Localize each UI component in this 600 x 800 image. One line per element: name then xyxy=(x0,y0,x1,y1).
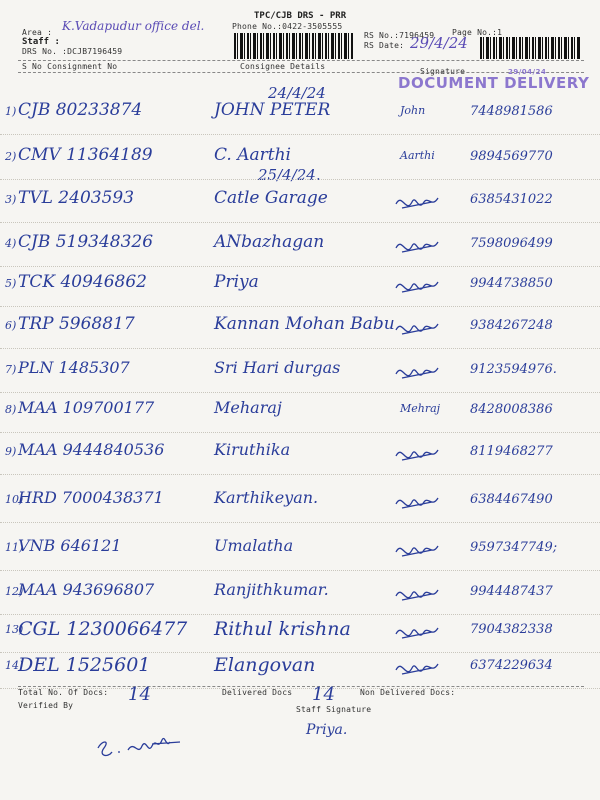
verified-by-label: Verified By xyxy=(18,701,74,710)
consignment-number: CJB 519348326 xyxy=(18,232,154,252)
column-signature: Signature xyxy=(420,67,466,76)
consignee-phone: 7904382338 xyxy=(470,622,553,637)
row-separator xyxy=(0,570,600,571)
date-note-2: 25/4/24. xyxy=(258,166,321,184)
page-number: Page No.:1 xyxy=(452,28,503,37)
stamp-date: 29/04/24 xyxy=(508,68,547,76)
consignee-signature: John xyxy=(400,104,426,117)
consignee-signature: Aarthi xyxy=(400,149,435,162)
consignment-number: TRP 5968817 xyxy=(18,314,135,334)
consignment-number: TVL 2403593 xyxy=(18,188,135,208)
consignee-name: Catle Garage xyxy=(214,188,328,208)
consignee-name: Umalatha xyxy=(214,536,294,555)
handwritten-signature xyxy=(392,580,452,606)
row-separator xyxy=(0,266,600,267)
consignment-number: MAA 9444840536 xyxy=(18,440,165,459)
document-delivery-stamp: DOCUMENT DELIVERY xyxy=(398,74,590,92)
consignee-name: Meharaj xyxy=(214,398,282,417)
consignee-phone: 6374229634 xyxy=(470,658,553,673)
document-title: TPC/CJB DRS - PRR xyxy=(254,11,347,21)
handwritten-signature xyxy=(392,358,452,384)
row-separator xyxy=(0,614,600,615)
consignee-name: Karthikeyan. xyxy=(214,488,319,507)
row-number: 4) xyxy=(5,237,17,250)
verifier-signature xyxy=(92,726,202,762)
barcode-right xyxy=(480,37,580,59)
handwritten-signature xyxy=(392,618,452,644)
consignee-phone: 8119468277 xyxy=(470,444,553,459)
row-number: 13) xyxy=(5,623,24,636)
area-label: Area : xyxy=(22,28,53,37)
row-number: 3) xyxy=(5,193,17,206)
consignment-number: CMV 11364189 xyxy=(18,145,153,165)
consignee-phone: 9944487437 xyxy=(470,584,553,599)
consignee-phone: 7598096499 xyxy=(470,236,553,251)
non-delivered-docs-label: Non Delivered Docs: xyxy=(360,688,456,697)
row-number: 1) xyxy=(5,105,17,118)
consignee-phone: 9384267248 xyxy=(470,318,553,333)
row-separator xyxy=(0,522,600,523)
consignee-phone: 9123594976. xyxy=(470,362,557,377)
staff-signature-label: Staff Signature xyxy=(296,705,372,714)
row-number: 8) xyxy=(5,403,17,416)
column-divider xyxy=(18,72,584,73)
row-separator xyxy=(0,652,600,653)
row-number: 11) xyxy=(5,541,24,554)
consignee-name: Kannan Mohan Babu xyxy=(214,314,395,334)
area-value: K.Vadapudur office del. xyxy=(62,19,205,33)
row-separator xyxy=(0,348,600,349)
consignee-name: Sri Hari durgas xyxy=(214,358,341,377)
row-number: 10) xyxy=(5,493,24,506)
phone-number: Phone No.:0422-3505555 xyxy=(232,22,343,31)
rs-number: RS No.:7196459 xyxy=(364,31,435,40)
consignee-name: Priya xyxy=(214,272,259,292)
footer-divider xyxy=(18,686,584,687)
consignee-name: ANbazhagan xyxy=(214,232,325,252)
row-separator xyxy=(0,474,600,475)
consignee-phone: 6385431022 xyxy=(470,192,553,207)
row-number: 7) xyxy=(5,363,17,376)
consignee-phone: 8428008386 xyxy=(470,402,553,417)
consignee-phone: 9597347749; xyxy=(470,540,558,555)
consignment-number: CGL 1230066477 xyxy=(18,618,188,640)
rs-date-label: RS Date: xyxy=(364,41,405,50)
column-sno-consignment: S No Consignment No xyxy=(22,62,118,71)
row-number: 14) xyxy=(5,659,24,672)
row-number: 6) xyxy=(5,319,17,332)
rs-date-value: 29/4/24 xyxy=(410,34,468,52)
consignee-phone: 7448981586 xyxy=(470,104,553,119)
consignee-phone: 9944738850 xyxy=(470,276,553,291)
consignee-signature: Mehraj xyxy=(400,402,441,415)
handwritten-signature xyxy=(392,272,452,298)
total-docs-label: Total No. Of Docs: xyxy=(18,688,109,697)
row-separator xyxy=(0,306,600,307)
consignment-number: VNB 646121 xyxy=(18,536,122,555)
row-number: 12) xyxy=(5,585,24,598)
consignment-number: CJB 80233874 xyxy=(18,100,143,120)
staff-label: Staff : xyxy=(22,37,60,47)
consignee-name: Ranjithkumar. xyxy=(214,580,329,599)
handwritten-signature xyxy=(392,654,452,680)
consignee-phone: 6384467490 xyxy=(470,492,553,507)
consignment-number: DEL 1525601 xyxy=(18,654,151,676)
consignment-number: PLN 1485307 xyxy=(18,358,130,377)
header-divider xyxy=(18,60,584,61)
delivered-docs-label: Delivered Docs xyxy=(222,688,293,697)
row-separator xyxy=(0,392,600,393)
barcode xyxy=(234,33,354,59)
consignee-name: C. Aarthi xyxy=(214,145,291,165)
column-consignee: Consignee Details xyxy=(240,62,326,71)
delivered-docs-value: 14 xyxy=(312,684,335,705)
consignee-name: Rithul krishna xyxy=(214,618,351,640)
handwritten-signature xyxy=(392,188,452,214)
row-number: 5) xyxy=(5,277,17,290)
row-number: 2) xyxy=(5,150,17,163)
consignee-name: Kiruthika xyxy=(214,440,291,459)
row-separator xyxy=(0,432,600,433)
consignment-number: HRD 7000438371 xyxy=(18,488,164,507)
handwritten-signature xyxy=(392,440,452,466)
row-number: 9) xyxy=(5,445,17,458)
consignee-name: Elangovan xyxy=(214,654,316,676)
handwritten-signature xyxy=(392,488,452,514)
row-separator xyxy=(0,134,600,135)
total-docs-value: 14 xyxy=(128,684,151,705)
date-note-1: 24/4/24 xyxy=(268,84,326,102)
row-separator xyxy=(0,222,600,223)
consignee-phone: 9894569770 xyxy=(470,149,553,164)
row-separator xyxy=(0,179,600,180)
consignment-number: MAA 943696807 xyxy=(18,580,155,599)
drs-number: DRS No. :DCJB7196459 xyxy=(22,47,123,56)
handwritten-signature xyxy=(392,536,452,562)
consignment-number: MAA 109700177 xyxy=(18,398,155,417)
consignment-number: TCK 40946862 xyxy=(18,272,147,292)
consignee-name: JOHN PETER xyxy=(214,100,331,120)
handwritten-signature xyxy=(392,232,452,258)
handwritten-signature xyxy=(392,314,452,340)
staff-signature: Priya. xyxy=(306,722,348,738)
